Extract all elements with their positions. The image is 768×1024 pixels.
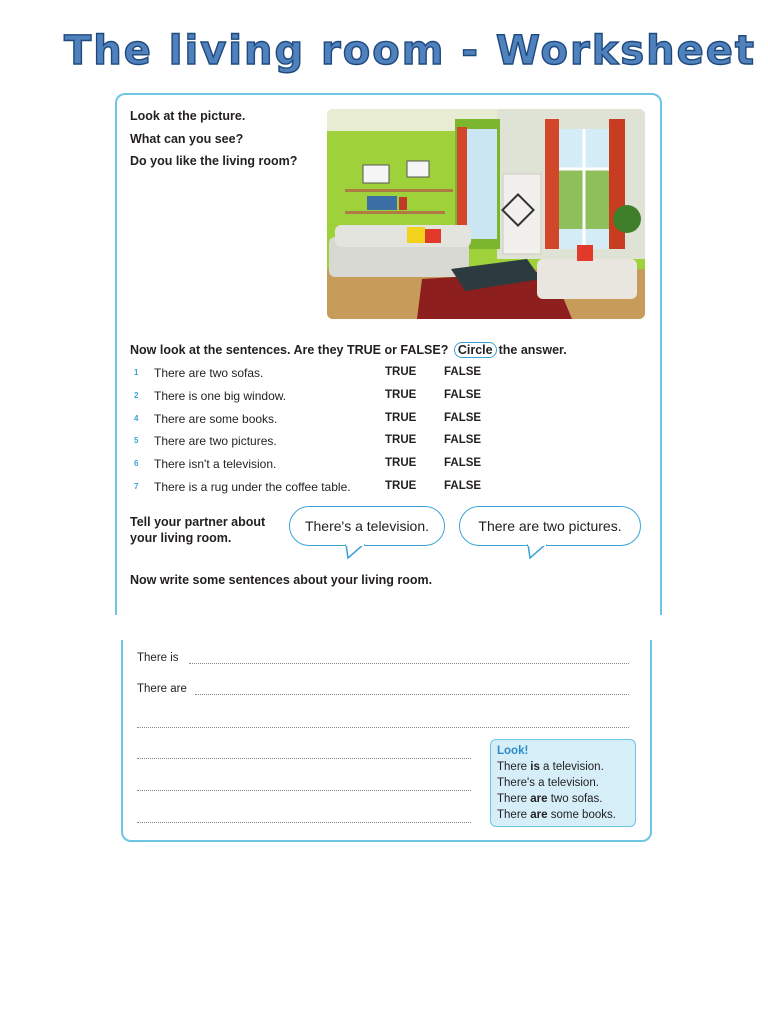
look-line: There are two sofas. — [497, 793, 603, 805]
writing-line[interactable] — [189, 663, 629, 664]
true-option[interactable]: TRUE — [385, 389, 417, 401]
exercise-card — [115, 93, 662, 615]
false-option[interactable]: FALSE — [444, 480, 482, 492]
sentence-row: 2 There is one big window. TRUE FALSE — [134, 389, 482, 403]
speech-bubble: There's a television. — [289, 506, 445, 546]
look-line: There are some books. — [497, 809, 616, 821]
speech-bubble: There are two pictures. — [459, 506, 641, 546]
sentence-row: 1 There are two sofas. TRUE FALSE — [134, 366, 482, 380]
question-2: What can you see? — [130, 132, 244, 146]
page-title: The living room - Worksheet — [63, 28, 757, 74]
look-box — [490, 739, 636, 827]
false-option[interactable]: FALSE — [444, 434, 482, 446]
write-prompt: Now write some sentences about your living room. — [130, 573, 433, 587]
circle-word: Circle — [454, 342, 497, 358]
false-option[interactable]: FALSE — [444, 457, 482, 469]
false-option[interactable]: FALSE — [444, 412, 482, 424]
look-line: There's a television. — [497, 777, 599, 789]
sentence-row: 5 There are two pictures. TRUE FALSE — [134, 434, 482, 448]
writing-line[interactable] — [137, 790, 471, 791]
partner-prompt: Tell your partner about your living room. — [130, 515, 266, 545]
sentence-row: 6 There isn't a television. TRUE FALSE — [134, 457, 482, 471]
true-option[interactable]: TRUE — [385, 434, 417, 446]
writing-card — [121, 640, 652, 842]
sentence-row: 4 There are some books. TRUE FALSE — [134, 412, 482, 426]
question-3: Do you like the living room? — [130, 154, 298, 168]
look-title: Look! — [497, 745, 529, 757]
true-option[interactable]: TRUE — [385, 412, 417, 424]
true-option[interactable]: TRUE — [385, 480, 417, 492]
writing-line-label: There are — [137, 683, 187, 695]
true-option[interactable]: TRUE — [385, 457, 417, 469]
question-1: Look at the picture. — [130, 109, 246, 123]
true-false-instruction: Now look at the sentences. Are they TRUE or FALSE? Circle the answer. — [130, 343, 567, 357]
sentence-row: 7 There is a rug under the coffee table. TRUE FALSE — [134, 480, 482, 494]
writing-line-label: There is — [137, 652, 179, 664]
writing-line[interactable] — [137, 822, 471, 823]
writing-line[interactable] — [137, 758, 471, 759]
writing-line[interactable] — [137, 727, 629, 728]
false-option[interactable]: FALSE — [444, 389, 482, 401]
false-option[interactable]: FALSE — [444, 366, 482, 378]
true-option[interactable]: TRUE — [385, 366, 417, 378]
living-room-photo — [327, 109, 645, 319]
look-line: There is a television. — [497, 761, 604, 773]
writing-line[interactable] — [195, 694, 629, 695]
